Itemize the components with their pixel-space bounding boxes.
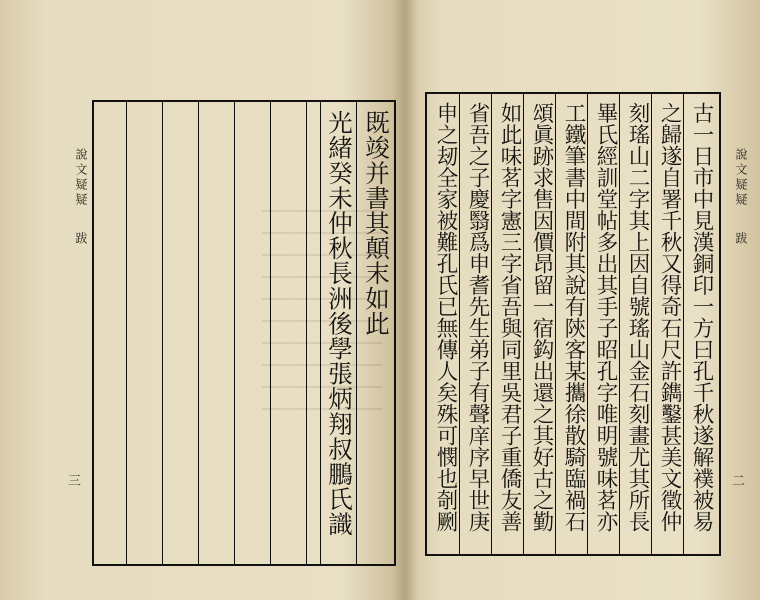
- right-margin-subtitle: 跋: [734, 232, 748, 247]
- left-margin-subtitle: 跋: [74, 232, 88, 247]
- column-rule: [198, 102, 199, 564]
- column-rule: [162, 102, 163, 564]
- right-column-4: 畢氏經訓堂帖多出其手子昭孔字唯明號味茗亦: [593, 102, 618, 532]
- right-column-7: 如此味茗字憲三字省吾與同里吳君子重僑友善: [497, 102, 522, 532]
- left-folio: 三: [68, 474, 82, 489]
- left-text-frame: [92, 100, 396, 566]
- right-column-8: 省吾之子慶翳爲申耆先生弟子有聲庠序早世庚: [465, 102, 490, 532]
- column-rule: [126, 102, 127, 564]
- right-text-frame: [425, 92, 721, 556]
- right-margin-title: 說文疑疑: [734, 148, 748, 208]
- left-column-1: 既竣并書其顛末如此: [362, 110, 391, 336]
- right-column-2: 之歸遂自署千秋又得奇石尺許鐫鑿甚美文徵仲: [657, 102, 682, 532]
- column-rule: [306, 102, 307, 564]
- right-column-6: 頌眞跡求售因價昂留一宿鈎出還之其好古之勤: [529, 102, 554, 532]
- right-column-3: 刻瑤山二字其上因自號瑤山金石刻畫尤其所長: [625, 102, 650, 532]
- left-column-2: 光緒癸未仲秋長洲後學張炳翔叔鵬氏識: [325, 110, 354, 537]
- column-rule: [270, 102, 271, 564]
- column-rule: [234, 102, 235, 564]
- right-folio: 二: [732, 474, 746, 489]
- left-margin-title: 說文疑疑: [74, 148, 88, 208]
- right-column-1: 古一日市中見漢銅印一方曰孔千秋遂解襆被易: [689, 102, 714, 532]
- right-column-5: 工鐵筆書中間附其說有陝客某攜徐散騎臨禍石: [561, 102, 586, 532]
- right-column-9: 申之刼全家被難孔氏已無傳人矣殊可憫也剞劂: [433, 102, 458, 532]
